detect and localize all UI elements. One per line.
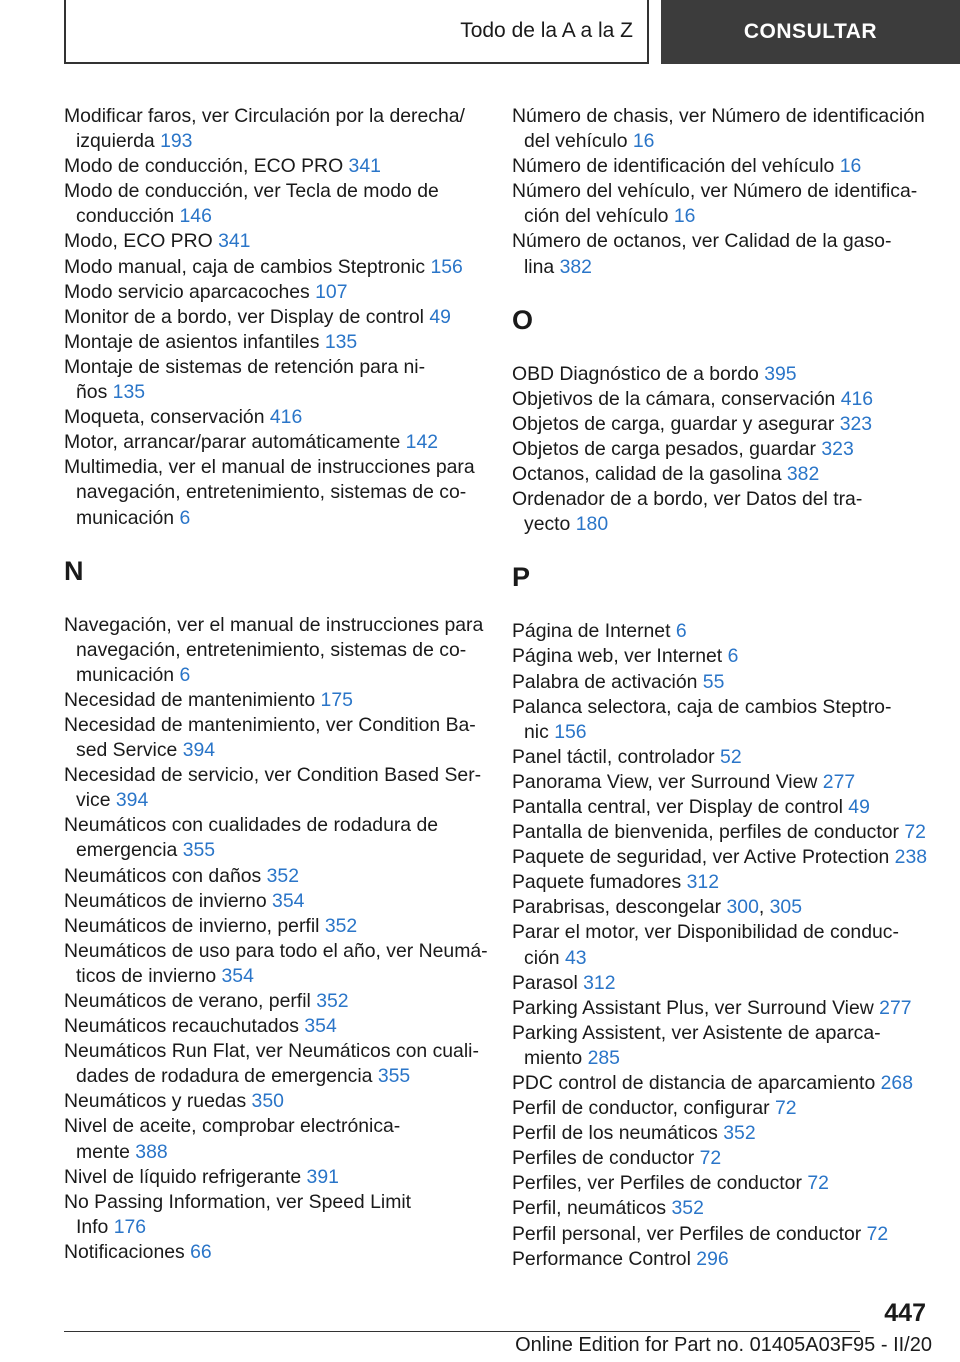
page-reference-link[interactable]: 146 (179, 205, 212, 228)
index-entry-text: Palanca selectora, caja de cambios Steptro- (512, 695, 892, 718)
page-reference-link[interactable]: 354 (272, 889, 305, 912)
page-reference-link[interactable]: 312 (583, 971, 616, 994)
index-entry-text: navegación, entretenimiento, sistemas de co- (76, 481, 467, 504)
index-entry (512, 996, 932, 1021)
page-reference-link[interactable]: 352 (723, 1122, 756, 1145)
index-entry (512, 229, 932, 279)
index-entry (64, 914, 484, 939)
index-entry-text: Paquete fumadores (512, 871, 682, 894)
index-entry-text: Motor, arrancar/parar automáticamente (64, 431, 401, 454)
index-entry (64, 813, 484, 863)
index-entry (512, 104, 932, 154)
index-entry-text: Neumáticos de verano, perfil (64, 990, 311, 1012)
page-reference-link[interactable]: 352 (316, 990, 349, 1012)
index-entry-text: Objetos de carga, guardar y asegurar (512, 412, 835, 435)
index-entry-text: ticos de invierno (76, 964, 217, 987)
index-entry-text: Neumáticos con cualidades de rodadura de (64, 814, 439, 837)
page-reference-link[interactable]: 305 (769, 896, 802, 919)
index-entry (512, 1196, 932, 1221)
page-reference-link[interactable]: 6 (179, 506, 191, 529)
page-reference-link[interactable]: 72 (866, 1222, 889, 1245)
index-letter-heading: N (64, 555, 84, 586)
index-entry: Parabrisas, descongelar 300, 305 (512, 896, 802, 919)
page-reference-link[interactable]: 72 (699, 1147, 722, 1170)
index-entry (512, 644, 932, 669)
page-reference-link[interactable]: 156 (554, 720, 587, 743)
index-entry-text: Nivel de aceite, comprobar electrónica- (64, 1115, 401, 1138)
page-reference-link[interactable]: 72 (775, 1097, 797, 1120)
index-entry (512, 920, 932, 970)
page-reference-link[interactable]: 6 (179, 663, 191, 686)
index-entry-text: Ordenador de a bordo, ver Datos del tra- (512, 488, 863, 511)
page-reference-link[interactable]: 382 (559, 255, 592, 278)
index-entry-text: Parasol (512, 971, 578, 994)
page-reference-link[interactable]: 416 (840, 387, 874, 410)
page-reference-link[interactable]: 6 (675, 620, 687, 643)
index-entry (512, 795, 932, 820)
index-entry (512, 971, 932, 996)
page-reference-link[interactable]: 394 (115, 789, 149, 812)
index-entry-text: Neumáticos y ruedas (64, 1090, 247, 1113)
index-entry (512, 1146, 932, 1171)
index-entry-text: Número de chasis, ver Número de identificación (512, 105, 925, 127)
page-reference-link[interactable]: 49 (429, 305, 451, 328)
page-reference-link[interactable]: 107 (315, 280, 348, 303)
page-reference-link[interactable]: 55 (702, 670, 725, 693)
index-entry-text: lina (524, 255, 555, 278)
index-entry-text: Pantalla central, ver Display de control (512, 795, 843, 818)
page-reference-link[interactable]: 43 (564, 946, 587, 969)
index-entry-text: Modo servicio aparcacoches (64, 280, 310, 303)
index-entry (64, 1014, 484, 1039)
chapter-tab[interactable] (661, 0, 960, 64)
index-entry (512, 1222, 932, 1247)
index-entry-text: Necesidad de mantenimiento (64, 688, 316, 711)
index-entry-text: municación (76, 506, 175, 529)
index-entry-text: Necesidad de mantenimiento, ver Condition Ba- (64, 713, 476, 736)
index-entry-text: miento (524, 1046, 583, 1069)
index-entry-text: Notificaciones (64, 1240, 185, 1263)
index-entry-text: Nivel de líquido refrigerante (64, 1165, 302, 1188)
index-entry-text: Perfil, neumáticos (512, 1197, 667, 1220)
index-entry (64, 280, 484, 305)
page-reference-link[interactable]: 352 (671, 1197, 704, 1220)
page-reference-link[interactable]: 180 (575, 513, 609, 536)
index-entry (512, 154, 932, 179)
page-reference-link[interactable]: 391 (306, 1165, 339, 1188)
index-letter-heading: O (512, 304, 534, 335)
page-reference-link[interactable]: 156 (430, 255, 463, 278)
index-entry-text: mente (76, 1140, 130, 1163)
index-column-right (512, 104, 932, 1272)
index-entry-text: Modificar faros, ver Circulación por la derecha/ (64, 105, 465, 127)
index-entry-text: Monitor de a bordo, ver Display de control (64, 305, 424, 328)
index-entry-text: Número del vehículo, ver Número de identifica- (512, 180, 918, 203)
index-entry (512, 820, 932, 845)
index-entry (64, 1114, 484, 1164)
index-entry-text: Moqueta, conservación (64, 406, 265, 429)
index-entry-text: Perfil de los neumáticos (512, 1122, 718, 1145)
page-reference-link[interactable]: 175 (320, 688, 353, 711)
index-entry (512, 362, 932, 387)
index-entry (512, 870, 932, 895)
index-entry (64, 1190, 484, 1240)
page-reference-link[interactable]: 135 (112, 381, 146, 404)
page-reference-link[interactable]: 355 (182, 839, 216, 862)
page-reference-link[interactable]: 388 (135, 1140, 168, 1163)
index-entry (64, 1240, 484, 1265)
page-reference-link[interactable]: 16 (632, 130, 655, 153)
index-entry (64, 688, 484, 713)
page-reference-link[interactable]: 6 (727, 645, 739, 668)
index-entry (64, 1039, 484, 1089)
index-entry (64, 179, 484, 229)
index-entry-text: sed Service (76, 739, 178, 762)
page-reference-link[interactable]: 66 (190, 1240, 212, 1263)
page-reference-link[interactable]: 312 (686, 871, 719, 894)
index-entry-text: ños (76, 381, 108, 404)
index-entry (512, 770, 932, 795)
section-tab[interactable] (64, 0, 649, 64)
index-entry-text: Multimedia, ver el manual de instrucciones para (64, 456, 475, 479)
index-entry-text: navegación, entretenimiento, sistemas de co- (76, 638, 467, 661)
index-entry (512, 487, 932, 537)
index-entry-text: Montaje de asientos infantiles (64, 330, 320, 353)
page-reference-link[interactable]: 354 (304, 1015, 337, 1038)
index-entry-text: Neumáticos de invierno, perfil (64, 914, 320, 937)
index-entry (64, 889, 484, 914)
index-entry-text: Modo, ECO PRO (64, 230, 213, 253)
index-entry-text: Panorama View, ver Surround View (512, 770, 818, 793)
index-entry-text: Perfiles, ver Perfiles de conductor (512, 1172, 802, 1195)
page-reference-link[interactable]: 341 (218, 230, 251, 253)
page-reference-link[interactable]: 416 (269, 406, 303, 429)
index-entry-text: Info (76, 1215, 109, 1238)
index-letter-heading: P (512, 562, 531, 593)
index-entry-text: Perfil personal, ver Perfiles de conductor (512, 1222, 862, 1245)
page-reference-link[interactable]: 238 (894, 846, 928, 869)
index-entry-text: Pantalla de bienvenida, perfiles de conductor (512, 821, 899, 844)
index-entry (64, 989, 484, 1014)
page-reference-link[interactable]: 394 (182, 739, 216, 762)
page-reference-link[interactable]: 49 (848, 795, 870, 818)
index-entry (64, 154, 484, 179)
page-reference-link[interactable]: 72 (904, 821, 926, 844)
page-reference-link[interactable]: 135 (324, 330, 358, 353)
page-reference-link[interactable]: 350 (251, 1090, 284, 1113)
index-entry-text: Parar el motor, ver Disponibilidad de conduc- (512, 921, 899, 944)
index-entry (64, 713, 484, 763)
index-entry-text: Paquete de seguridad, ver Active Protection (512, 846, 890, 869)
index-entry (64, 1089, 484, 1114)
index-entry-text: Panel táctil, controlador (512, 745, 715, 768)
chapter-tab-label: CONSULTAR (743, 20, 878, 43)
index-entry-text: municación (76, 663, 175, 686)
index-entry (512, 845, 932, 870)
index-entry (512, 745, 932, 770)
index-entry (64, 405, 484, 430)
index-entry (512, 179, 932, 229)
page-reference-link[interactable]: 277 (879, 996, 912, 1019)
index-entry (64, 1165, 484, 1190)
index-entry-text: Página web, ver Internet (512, 645, 723, 668)
index-entry-text: Necesidad de servicio, ver Condition Based Ser- (64, 764, 482, 787)
index-entry (512, 412, 932, 437)
index-entry (512, 1071, 932, 1096)
index-entry-text: Parking Assistant Plus, ver Surround View (512, 996, 874, 1019)
footer-edition-text: Online Edition for Part no. 01405A03F95 - II/20 (515, 1334, 932, 1356)
page-reference-link[interactable]: 300 (726, 896, 759, 919)
index-entry-text: del vehículo (524, 130, 628, 153)
index-entry-text: Página de Internet (512, 620, 671, 643)
index-entry (64, 939, 488, 989)
index-entry-text: Perfiles de conductor (512, 1147, 695, 1170)
index-entry (512, 462, 932, 487)
index-entry-text: vice (76, 789, 111, 812)
index-entry (64, 229, 484, 254)
index-entry-text: Performance Control (512, 1247, 691, 1270)
index-entry (64, 430, 484, 455)
index-entry-text: Parabrisas, descongelar (512, 896, 722, 919)
index-entry-text: Neumáticos recauchutados (64, 1015, 299, 1038)
index-entry (64, 613, 484, 688)
index-entry-text: izquierda (76, 130, 155, 153)
section-tab-label: Todo de la A a la Z (460, 19, 633, 42)
index-entry-text: ción del vehículo (524, 205, 669, 228)
index-entry (64, 305, 484, 330)
index-entry-text: Montaje de sistemas de retención para ni- (64, 355, 426, 378)
index-entry (64, 255, 484, 280)
page-reference-link[interactable]: 268 (880, 1072, 913, 1094)
index-entry-text: nic (524, 720, 549, 743)
index-entry-text: Objetos de carga pesados, guardar (512, 437, 816, 460)
page-reference-link[interactable]: 193 (160, 130, 193, 153)
page-reference-link[interactable]: 341 (348, 155, 381, 178)
index-entry (512, 670, 932, 695)
page-reference-link[interactable]: 16 (839, 155, 862, 178)
index-entry (512, 1171, 932, 1196)
page-reference-link[interactable]: 323 (821, 437, 854, 460)
index-entry-text: Navegación, ver el manual de instrucciones para (64, 613, 484, 636)
index-entry (512, 437, 932, 462)
page-reference-link[interactable]: 352 (324, 914, 358, 937)
index-entry-text: Palabra de activación (512, 670, 698, 693)
page-reference-link[interactable]: 277 (822, 770, 856, 793)
index-entry-text: Neumáticos de uso para todo el año, ver Neumá- (64, 939, 488, 962)
index-entry-text: Neumáticos con daños (64, 864, 262, 887)
index-entry (512, 1121, 932, 1146)
index-entry (64, 763, 484, 813)
index-entry-text: Neumáticos Run Flat, ver Neumáticos con cuali- (64, 1040, 479, 1063)
page-reference-link[interactable]: 355 (377, 1065, 411, 1088)
index-entry (64, 355, 484, 405)
index-entry (512, 619, 932, 644)
index-entry (512, 1021, 932, 1071)
page-reference-link[interactable]: 352 (266, 864, 299, 887)
index-entry-text: Parking Assistent, ver Asistente de aparca- (512, 1021, 881, 1044)
index-entry (512, 695, 932, 745)
footer-divider (64, 1331, 860, 1332)
page-reference-link[interactable]: 395 (764, 362, 797, 385)
page-reference-link[interactable]: 52 (720, 745, 742, 768)
page-reference-link[interactable]: 176 (113, 1215, 147, 1238)
page-reference-link[interactable]: 72 (807, 1172, 829, 1195)
index-entry-text: Objetivos de la cámara, conservación (512, 387, 836, 410)
index-entry-text: No Passing Information, ver Speed Limit (64, 1190, 412, 1213)
index-entry-text: Perfil de conductor, configurar (512, 1097, 770, 1120)
index-entry-text: Octanos, calidad de la gasolina (512, 463, 782, 486)
index-entry-text: Modo manual, caja de cambios Steptronic (64, 255, 426, 278)
index-entry-text: Número de identificación del vehículo (512, 155, 835, 178)
index-entry (64, 455, 484, 530)
index-entry-text: conducción (76, 205, 175, 228)
index-entry-text: ción (524, 946, 560, 969)
index-entry-text: Modo de conducción, ECO PRO (64, 155, 344, 178)
index-entry (512, 387, 932, 412)
index-entry (512, 1096, 932, 1121)
page-number: 447 (884, 1299, 926, 1327)
index-entry (512, 1247, 932, 1272)
index-entry-text: dades de rodadura de emergencia (76, 1065, 373, 1088)
index-entry (64, 864, 484, 889)
page-reference-link[interactable]: 323 (839, 412, 873, 435)
page-reference-link[interactable]: 382 (786, 463, 820, 486)
page-reference-link[interactable]: 16 (673, 205, 696, 228)
index-entry-text: Número de octanos, ver Calidad de la gaso- (512, 230, 892, 253)
index-entry (64, 104, 484, 154)
index-entry-text: emergencia (76, 839, 178, 862)
page-reference-link[interactable]: 142 (405, 431, 439, 454)
index-entry-text: yecto (524, 513, 571, 536)
index-entry-text: Modo de conducción, ver Tecla de modo de (64, 180, 439, 203)
index-entry (64, 330, 484, 355)
index-column-left (64, 104, 488, 1265)
index-entry-text: Neumáticos de invierno (64, 889, 267, 912)
page-reference-link[interactable]: 354 (221, 964, 254, 987)
index-entry-text: PDC control de distancia de aparcamiento (512, 1072, 876, 1094)
index-entry-text: OBD Diagnóstico de a bordo (512, 362, 759, 385)
page-reference-link[interactable]: 285 (587, 1046, 620, 1069)
page-reference-link[interactable]: 296 (696, 1247, 729, 1270)
